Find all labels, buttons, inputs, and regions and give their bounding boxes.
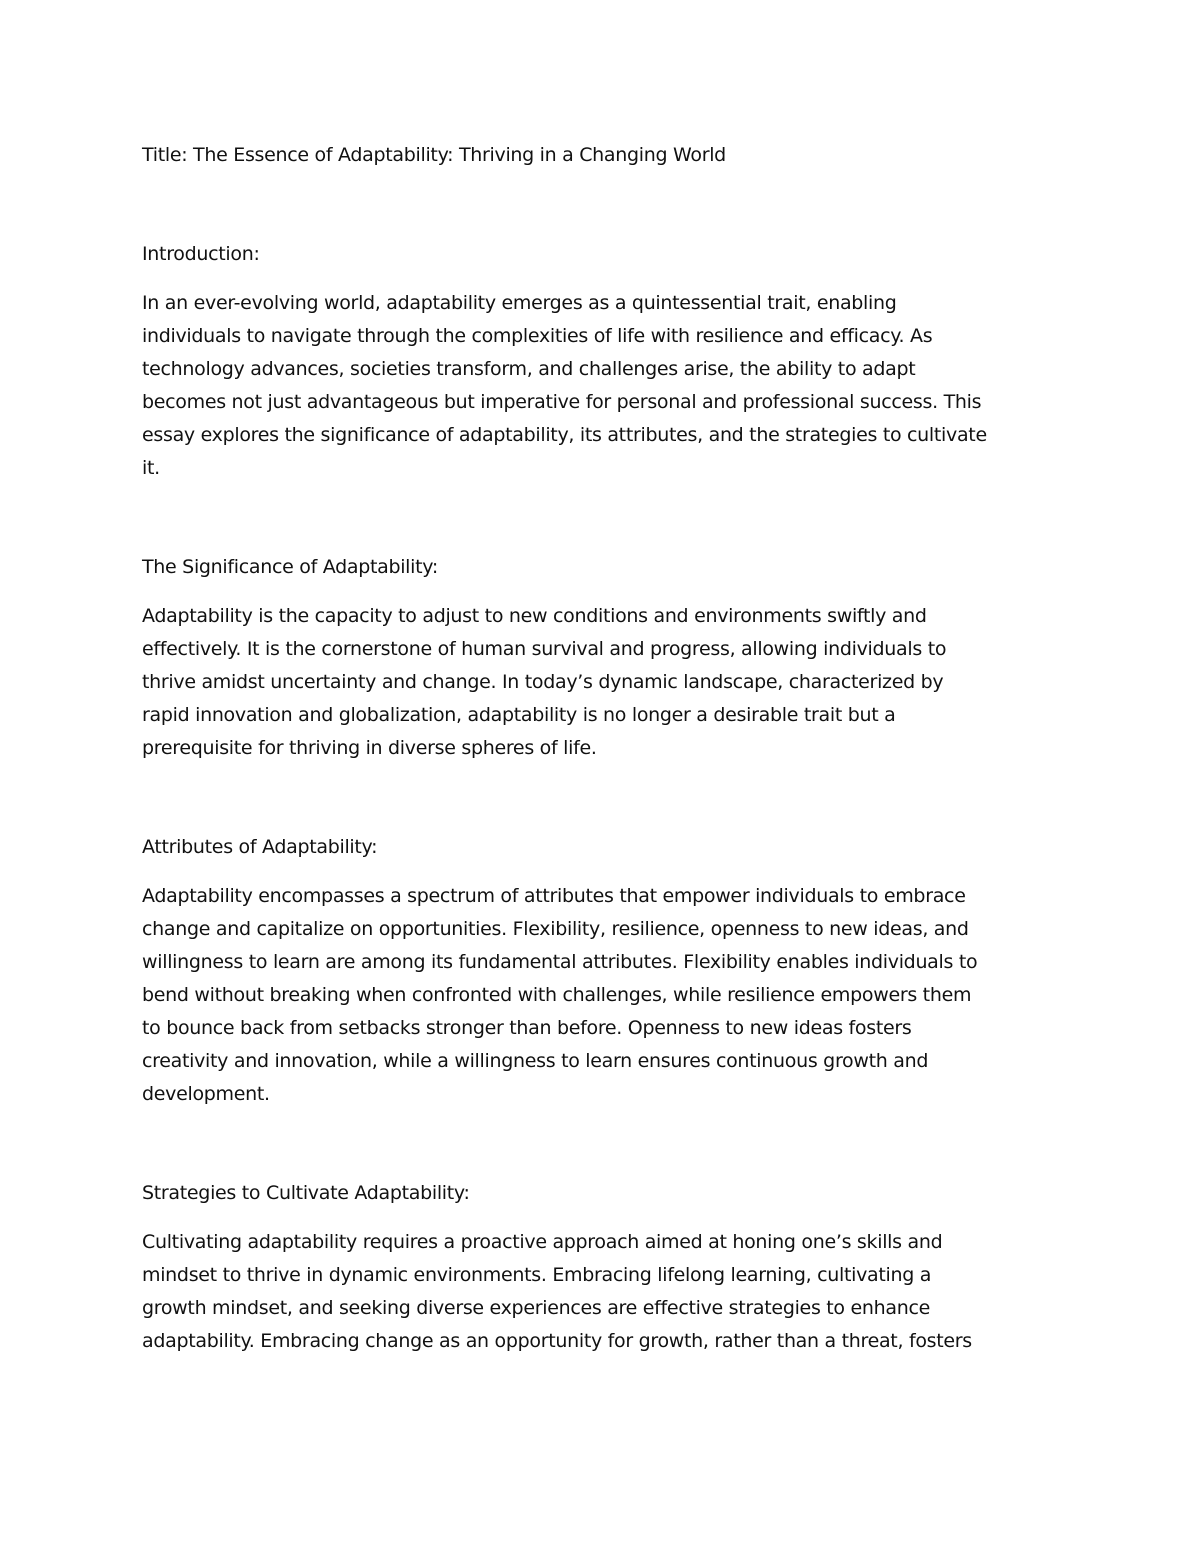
text-line: creativity and innovation, while a willingness to learn ensures continuous growth and [142, 1050, 929, 1072]
text-line: change and capitalize on opportunities. Flexibility, resilience, openness to new ideas, and [142, 918, 969, 940]
text-line: thrive amidst uncertainty and change. In today’s dynamic landscape, characterized by [142, 671, 944, 693]
text-line: mindset to thrive in dynamic environments. Embracing lifelong learning, cultivating a [142, 1264, 932, 1286]
document-title: Title: The Essence of Adaptability: Thriving in a Changing World [142, 144, 726, 166]
text-line: bend without breaking when confronted with challenges, while resilience empowers them [142, 984, 972, 1006]
text-line: prerequisite for thriving in diverse spheres of life. [142, 737, 597, 759]
text-line: In an ever-evolving world, adaptability emerges as a quintessential trait, enabling [142, 292, 897, 314]
paragraph-significance [142, 600, 1062, 765]
text-line: it. [142, 457, 160, 479]
section-heading-introduction: Introduction: [142, 243, 260, 265]
section-heading-attributes: Attributes of Adaptability: [142, 836, 378, 858]
document-body [142, 139, 1062, 1358]
paragraph-introduction [142, 287, 1062, 485]
text-line: growth mindset, and seeking diverse experiences are effective strategies to enhance [142, 1297, 930, 1319]
text-line: effectively. It is the cornerstone of human survival and progress, allowing individuals to [142, 638, 947, 660]
text-line: Cultivating adaptability requires a proactive approach aimed at honing one’s skills and [142, 1231, 943, 1253]
text-line: essay explores the significance of adaptability, its attributes, and the strategies to cultivate [142, 424, 987, 446]
section-heading-significance: The Significance of Adaptability: [142, 556, 438, 578]
text-line: Adaptability encompasses a spectrum of attributes that empower individuals to embrace [142, 885, 966, 907]
section-heading-strategies: Strategies to Cultivate Adaptability: [142, 1182, 470, 1204]
text-line: to bounce back from setbacks stronger than before. Openness to new ideas fosters [142, 1017, 912, 1039]
text-line: rapid innovation and globalization, adaptability is no longer a desirable trait but a [142, 704, 896, 726]
text-line: Adaptability is the capacity to adjust to new conditions and environments swiftly and [142, 605, 927, 627]
text-line: adaptability. Embracing change as an opportunity for growth, rather than a threat, fosters [142, 1330, 972, 1352]
text-line: development. [142, 1083, 270, 1105]
text-line: willingness to learn are among its fundamental attributes. Flexibility enables individuals to [142, 951, 978, 973]
paragraph-attributes [142, 880, 1062, 1111]
text-line: technology advances, societies transform, and challenges arise, the ability to adapt [142, 358, 916, 380]
text-line: becomes not just advantageous but imperative for personal and professional success. This [142, 391, 982, 413]
text-line: individuals to navigate through the complexities of life with resilience and efficacy. As [142, 325, 933, 347]
paragraph-strategies [142, 1226, 1062, 1358]
